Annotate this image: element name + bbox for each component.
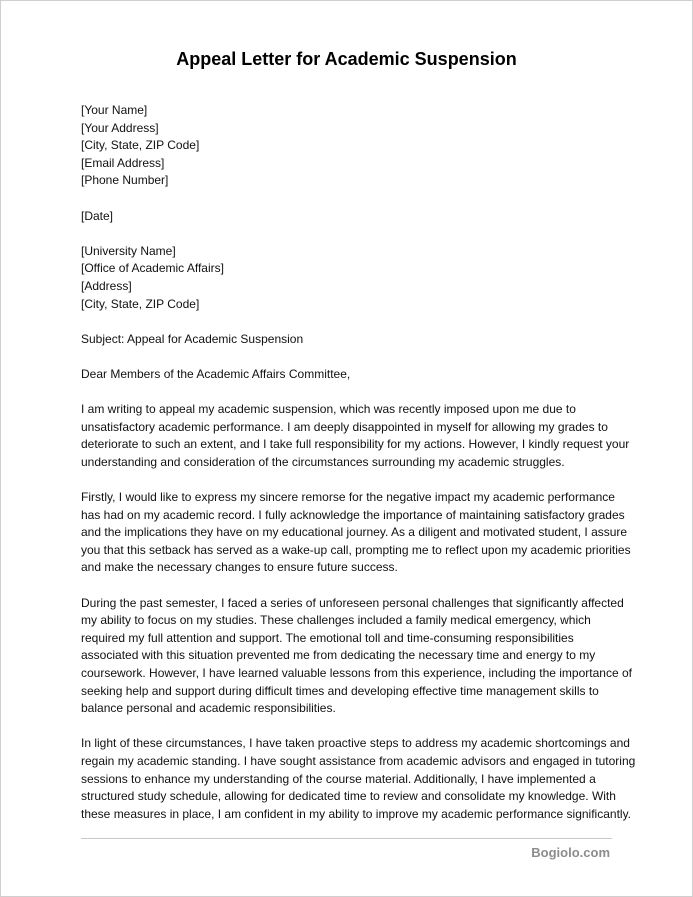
footer-brand: Bogiolo.com [531, 845, 610, 860]
document-title: Appeal Letter for Academic Suspension [176, 49, 517, 69]
paragraph-line: Firstly, I would like to express my sincere remorse for the negative impact my academic performance [81, 490, 615, 505]
letter-salutation: Dear Members of the Academic Affairs Committee, [81, 366, 351, 381]
sender-block [81, 102, 621, 190]
paragraph-line: deteriorate to such an extent, and I take full responsibility for my actions. However, I kindly request your [81, 437, 630, 452]
letter-body [81, 102, 636, 823]
paragraph-line: these measures in place, I am confident in my ability to improve my academic performance significantly. [81, 806, 632, 821]
paragraph-line: required my full attention and support. The emotional toll and time-consuming responsibilities [81, 630, 574, 645]
paragraph-1 [81, 401, 630, 471]
paragraph-line: you that this setback has served as a wake-up call, prompting me to reflect upon my academic priorities [81, 542, 631, 557]
paragraph-4 [81, 735, 636, 823]
sender-city-state-zip: [City, State, ZIP Code] [81, 138, 200, 153]
paragraph-line: my ability to focus on my studies. These challenges included a family medical emergency, which [81, 613, 591, 628]
sender-name: [Your Name] [81, 103, 148, 117]
paragraph-line: associated with this situation prevented me from dedicating the necessary time and energy to my [81, 648, 596, 663]
paragraph-line: understanding and consideration of the circumstances surrounding my academic struggles. [81, 454, 565, 469]
recipient-office: [Office of Academic Affairs] [81, 261, 224, 276]
sender-phone: [Phone Number] [81, 173, 169, 188]
letter-date: [Date] [81, 208, 114, 223]
recipient-city-state-zip: [City, State, ZIP Code] [81, 296, 200, 311]
sender-address: [Your Address] [81, 120, 159, 135]
paragraph-line: balance personal and academic responsibilities. [81, 701, 336, 716]
paragraph-line: seeking help and support during difficult times and developing effective time management skills to [81, 683, 599, 698]
recipient-block [81, 243, 621, 313]
paragraph-line: unsatisfactory academic performance. I am deeply disappointed in myself for allowing my grades to [81, 419, 608, 434]
footer-divider [81, 838, 612, 839]
paragraph-line: structured study schedule, allowing for dedicated time to review and consolidate my knowledge. With [81, 789, 616, 804]
paragraph-line: sessions to enhance my understanding of the course material. Additionally, I have implemented a [81, 771, 596, 786]
paragraph-line: and make the necessary changes to ensure future success. [81, 560, 398, 575]
paragraph-3 [81, 595, 632, 718]
paragraph-line: In light of these circumstances, I have taken proactive steps to address my academic shortcomings and [81, 736, 630, 751]
sender-email: [Email Address] [81, 155, 165, 170]
recipient-university: [University Name] [81, 243, 176, 258]
paragraph-line: During the past semester, I faced a series of unforeseen personal challenges that significantly affected [81, 595, 624, 610]
paragraph-line: coursework. However, I have learned valuable lessons from this experience, including the importance of [81, 666, 632, 680]
paragraph-2 [81, 489, 631, 577]
paragraph-line: and the implications they have on my educational journey. As a diligent and motivated student, I assure [81, 525, 628, 540]
paragraph-line: regain my academic standing. I have sought assistance from academic advisors and engaged in tutoring [81, 753, 636, 768]
paragraph-line: I am writing to appeal my academic suspension, which was recently imposed upon me due to [81, 402, 576, 417]
recipient-address: [Address] [81, 278, 132, 293]
letter-subject: Subject: Appeal for Academic Suspension [81, 331, 304, 346]
paragraph-line: has had on my academic record. I fully acknowledge the importance of maintaining satisfactory grades [81, 507, 625, 522]
